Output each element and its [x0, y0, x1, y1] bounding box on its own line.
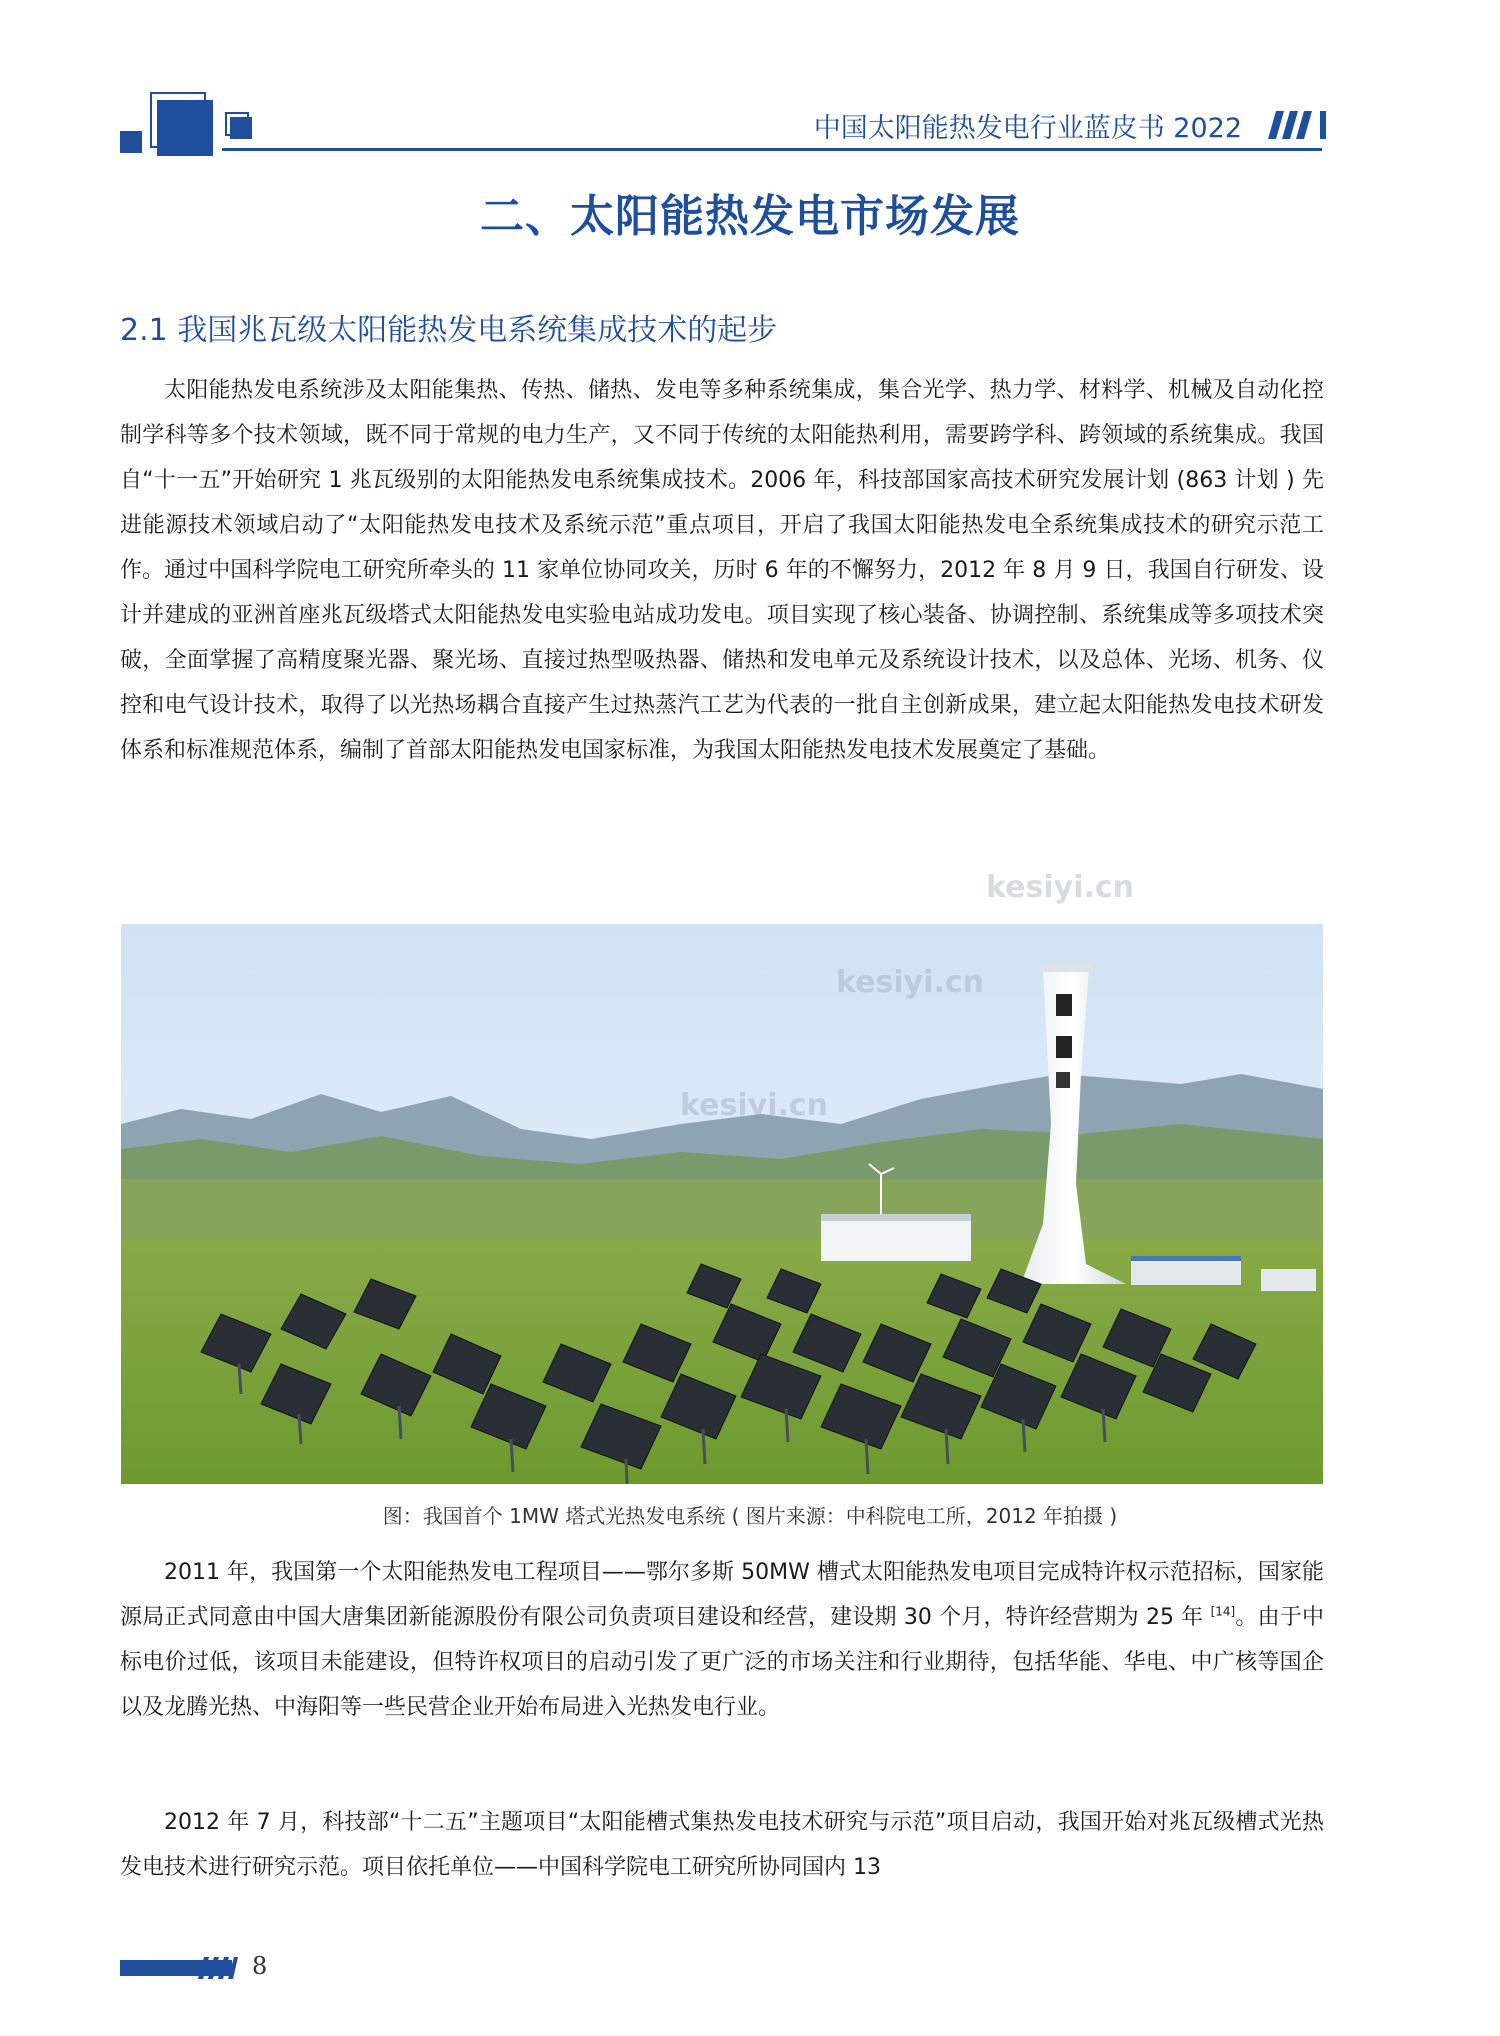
body-paragraph-3: 2012 年 7 月，科技部“十二五”主题项目“太阳能槽式集热发电技术研究与示范”项目启动，我国开始对兆瓦级槽式光热发电技术进行研究示范。项目依托单位——中国科学院电工研究所协同国内 13: [120, 1810, 1324, 1880]
body-paragraph-1: 太阳能热发电系统涉及太阳能集热、传热、储热、发电等多种系统集成，集合光学、热力学、材料学、机械及自动化控制学科等多个技术领域，既不同于常规的电力生产，又不同于传统的太阳能热利用，需要跨学科、跨领域的系统集成。我国自“十一五”开始研究 1 兆瓦级别的太阳能热发电系统集成技术。2006 年，科技部国家高技术研究发展计划 (863 计划 ) 先进能源技术领域启动了“太阳能热发电技术及系统示范”重点项目，开启了我国太阳能热发电全系统集成技术的研究示范工作。通过中国科学院电工研究所牵头的 11 家单位协同攻关，历时 6 年的不懈努力，2012 年 8 月 9 日，我国自行研发、设计并建成的亚洲首座兆瓦级塔式太阳能热发电实验电站成功发电。项目实现了核心装备、协调控制、系统集成等多项技术突破，全面掌握了高精度聚光器、聚光场、直接过热型吸热器、储热和发电单元及系统设计技术，以及总体、光场、机务、仪控和电气设计技术，取得了以光热场耦合直接产生过热蒸汽工艺为代表的一批自主创新成果，建立起太阳能热发电技术研发体系和标准规范体系，编制了首部太阳能热发电国家标准，为我国太阳能热发电技术发展奠定了基础。: [120, 378, 1324, 763]
header-stripes-icon: [1268, 111, 1326, 139]
paragraph-2-text-a: 2011 年，我国第一个太阳能热发电工程项目——鄂尔多斯 50MW 槽式太阳能热发电项目完成特许权示范招标，国家能源局正式同意由中国大唐集团新能源股份有限公司负责项目建设和经营，建设期 30 个月，特许经营期为 25 年: [120, 1560, 1324, 1630]
chapter-title: 二、太阳能热发电市场发展: [480, 191, 1020, 242]
header-decor-tiny-square: [230, 117, 252, 139]
section-title: 2.1 我国兆瓦级太阳能热发电系统集成技术的起步: [120, 313, 778, 348]
figure-photo-solar-tower: [121, 924, 1323, 1484]
watermark-text: kesiyi.cn: [836, 965, 985, 1000]
header-decor-small-square: [120, 131, 142, 153]
footer-stripes-icon: [198, 1957, 238, 1979]
figure-caption: 图：我国首个 1MW 塔式光热发电系统 ( 图片来源：中科院电工所，2012 年拍摄 ): [382, 1504, 1118, 1528]
watermark-text: kesiyi.cn: [680, 1088, 829, 1123]
page-number: 8: [252, 1952, 268, 1980]
body-paragraph-2: [120, 1550, 1324, 1730]
book-title: 中国太阳能热发电行业蓝皮书 2022: [813, 113, 1242, 144]
header-rule: [222, 148, 1322, 151]
watermark-text: kesiyi.cn: [986, 870, 1135, 905]
header-decor-square: [157, 100, 213, 156]
paragraph-2-text-b: 。由于中标电价过低，该项目未能建设，但特许权项目的启动引发了更广泛的市场关注和行业期待，包括华能、华电、中广核等国企以及龙腾光热、中海阳等一些民营企业开始布局进入光热发电行业。: [120, 1605, 1324, 1720]
solar-tower-illustration: [121, 924, 1323, 1484]
citation-reference: [14]: [1210, 1604, 1236, 1619]
